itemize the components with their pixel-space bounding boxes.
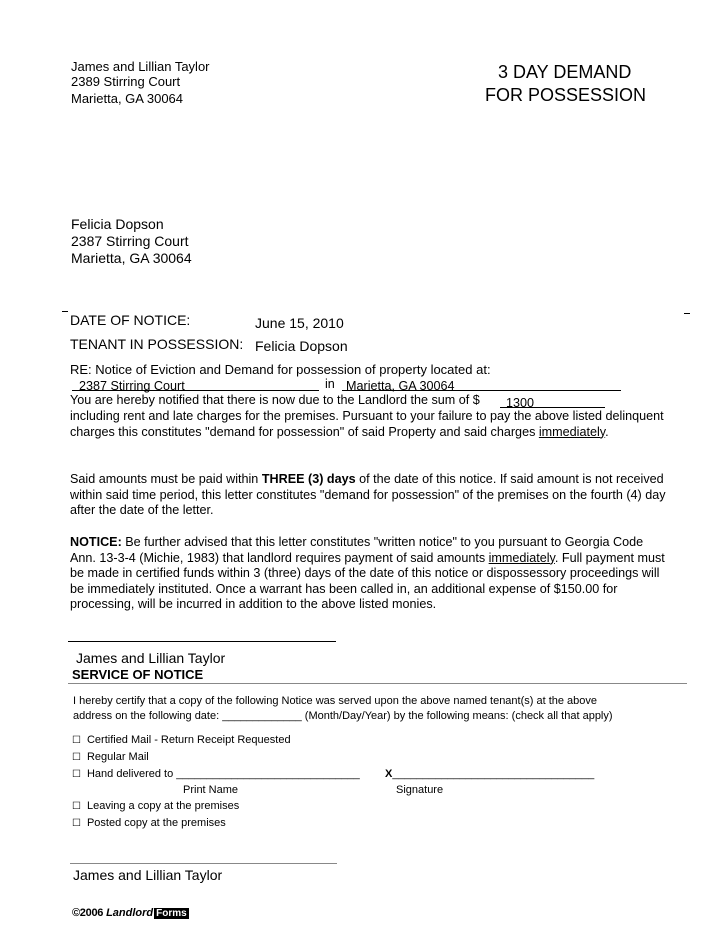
checkbox-hand-delivered[interactable]: ☐ (72, 769, 81, 780)
date-of-notice-label: DATE OF NOTICE: (70, 312, 191, 328)
property-street: 2387 Stirring Court (79, 379, 185, 393)
tenant-city: Marietta, GA 30064 (71, 250, 192, 266)
checkbox-leaving-copy[interactable]: ☐ (72, 801, 81, 812)
tenant-in-possession-value: Felicia Dopson (255, 338, 348, 354)
copyright-text: ©2006 (72, 907, 104, 919)
para1-body: including rent and late charges for the premises. Pursuant to your failure to pay the above listed delinquent charges this constitutes "demand for possession" of said Property and said charges immediately. (70, 409, 664, 439)
signature-line-1 (68, 641, 336, 642)
amount-due: 1300 (506, 396, 535, 410)
x-mark: X (385, 768, 393, 780)
checkbox-posted-copy[interactable]: ☐ (72, 818, 81, 829)
service-heading: SERVICE OF NOTICE (72, 667, 204, 682)
certify-line-2: address on the following date: _____________ (Month/Day/Year) by the following means: (check all that apply) (73, 710, 613, 722)
para3-body: NOTICE: Be further advised that this letter constitutes "written notice" to you pursuant to Georgia Code Ann. 13-3-4 (Michie, 1983) that landlord requires payment of said amounts immediately. Full payment must be made in certified funds within 3 (three) days of the date of this notice or dispossessory proceedings will be immediately instituted. Once a warrant has been called in, an additional expense of $150.00 for processing, will be incurred in addition to the above listed monies. (70, 535, 665, 612)
option-regular-mail: ☐ Regular Mail (72, 751, 149, 763)
option-posted-copy: ☐ Posted copy at the premises (72, 817, 226, 829)
forms-text: Forms (156, 907, 187, 919)
document-title-line1: 3 DAY DEMAND (498, 62, 632, 82)
document-title-line2: FOR POSSESSION (485, 85, 647, 105)
option-hand-delivered: ☐ Hand delivered to ______________________________ (72, 768, 360, 780)
signature-x-line: X_________________________________ (385, 768, 595, 780)
date-of-notice-value: June 15, 2010 (255, 315, 344, 331)
amount-line (500, 407, 605, 408)
notice-bold: NOTICE: (70, 535, 122, 549)
brand-text: Landlord (106, 907, 154, 919)
landlord-forms-logo (72, 905, 189, 921)
margin-tick-right (684, 313, 690, 314)
landlord-name: James and Lillian Taylor (71, 59, 210, 74)
property-city: Marietta, GA 30064 (346, 379, 455, 393)
signature-line-2 (70, 863, 337, 864)
option-leaving-copy: ☐ Leaving a copy at the premises (72, 800, 240, 812)
signer-name-2: James and Lillian Taylor (73, 867, 223, 883)
tenant-street: 2387 Stirring Court (71, 233, 189, 249)
signature-label: Signature (396, 784, 444, 796)
checkbox-certified-mail[interactable]: ☐ (72, 735, 81, 746)
certify-line-1: I hereby certify that a copy of the following Notice was served upon the above named tenant(s) at the above (73, 695, 598, 707)
immediately-underlined: immediately (538, 424, 606, 439)
print-name-label: Print Name (183, 784, 239, 796)
property-street-line (72, 390, 319, 391)
tenant-in-possession-label: TENANT IN POSSESSION: (70, 336, 244, 352)
immediately-underlined-2: immediately (488, 550, 555, 565)
signer-name-1: James and Lillian Taylor (76, 650, 226, 666)
service-divider (68, 683, 687, 684)
margin-tick-left (62, 311, 68, 312)
tenant-name: Felicia Dopson (71, 216, 164, 232)
property-in-word: in (325, 377, 335, 391)
re-line: RE: Notice of Eviction and Demand for possession of property located at: (70, 362, 491, 377)
property-city-line (342, 390, 621, 391)
para2-body: Said amounts must be paid within THREE (3) days of the date of this notice. If said amount is not received within said time period, this letter constitutes "demand for possession" of the premises on the fourth (4) day after the date of the letter. (70, 472, 666, 518)
option-certified-mail: ☐ Certified Mail - Return Receipt Requested (72, 734, 291, 746)
three-days-bold: THREE (3) days (261, 472, 356, 486)
landlord-street: 2389 Stirring Court (71, 74, 181, 89)
landlord-city: Marietta, GA 30064 (71, 91, 184, 106)
para1-first-line: You are hereby notified that there is now due to the Landlord the sum of $ (70, 393, 480, 407)
checkbox-regular-mail[interactable]: ☐ (72, 752, 81, 763)
